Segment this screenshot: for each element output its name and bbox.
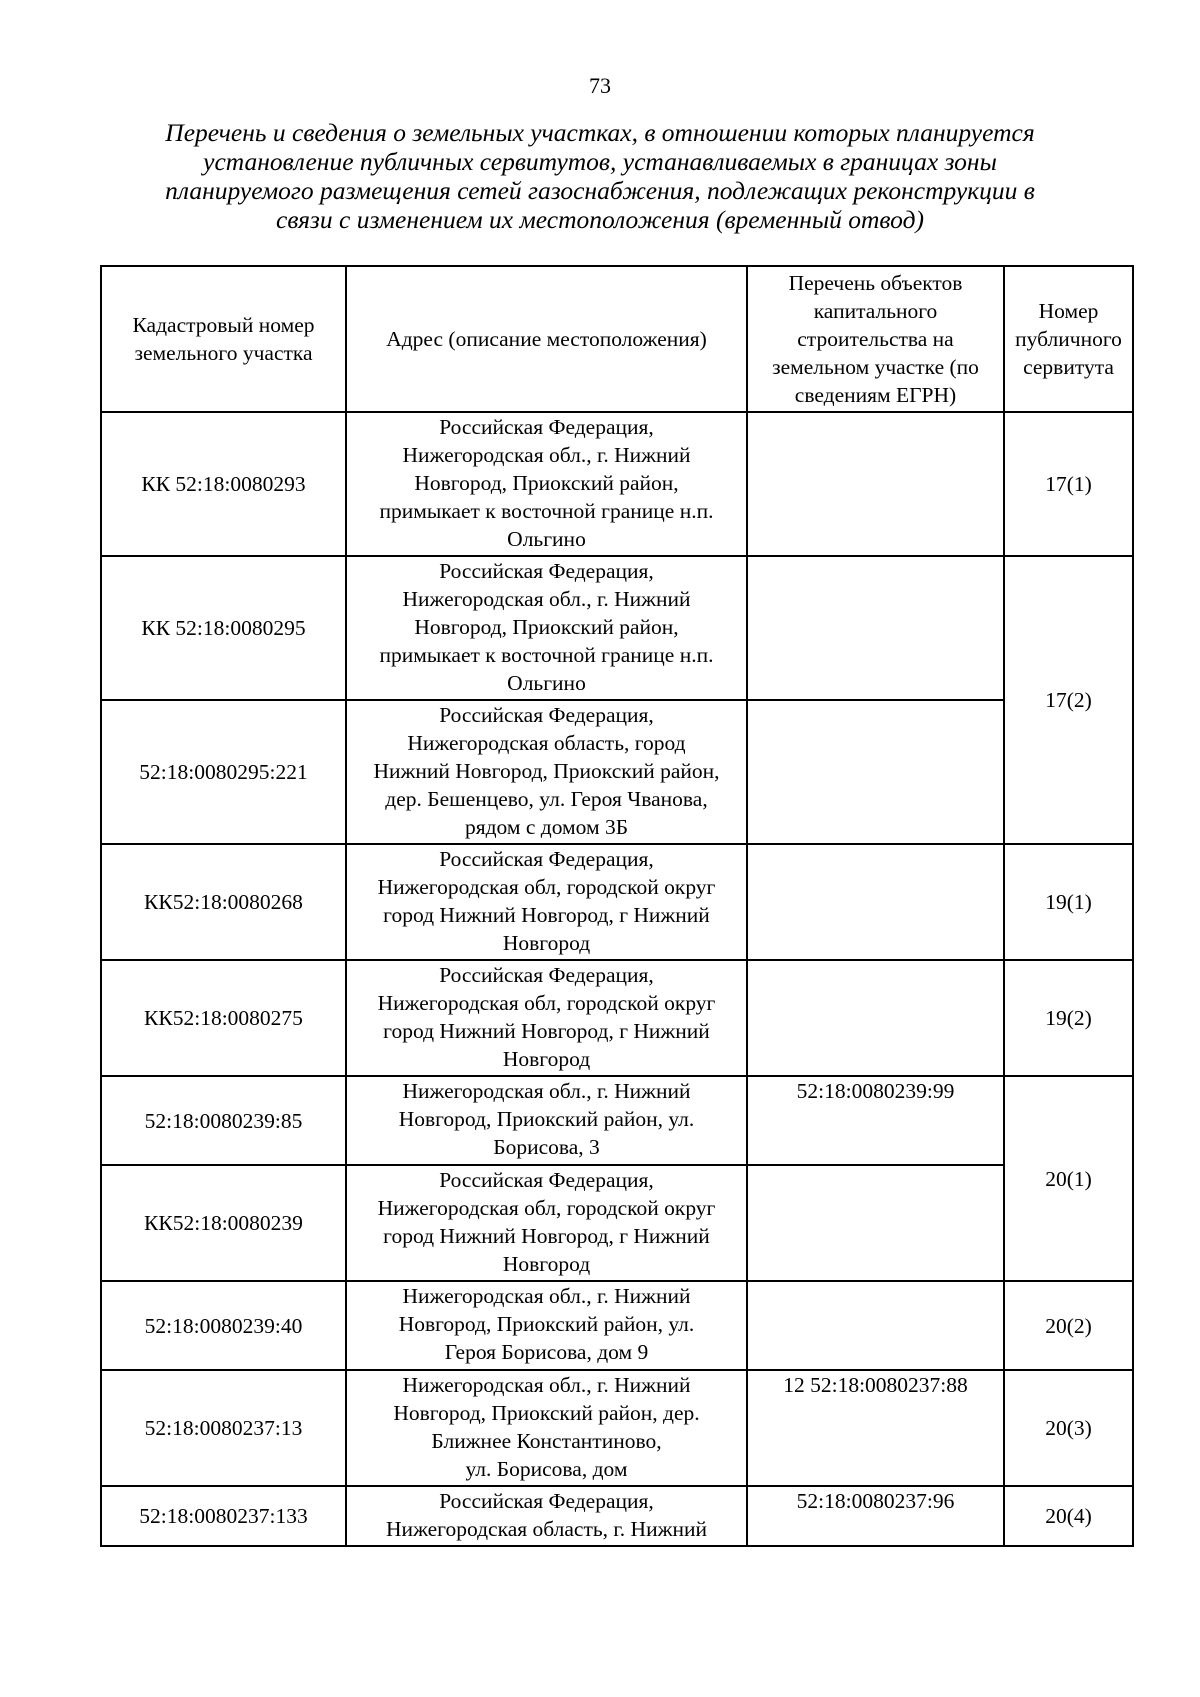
- servitude-number-cell: 19(2): [1004, 960, 1133, 1076]
- servitude-number-cell: 20(2): [1004, 1281, 1133, 1370]
- header-address: Адрес (описание местоположения): [346, 266, 747, 412]
- servitude-number-cell: 20(4): [1004, 1486, 1133, 1546]
- cadastral-number-cell: КК 52:18:0080295: [101, 556, 346, 700]
- header-servitude-number: Номер публичного сервитута: [1004, 266, 1133, 412]
- address-cell: Нижегородская обл., г. Нижний Новгород, Приокский район, ул. Борисова, 3: [346, 1076, 747, 1165]
- header-capital-objects: Перечень объектов капитального строительства на земельном участке (по сведениям ЕГРН): [747, 266, 1004, 412]
- servitude-number-cell: 20(3): [1004, 1370, 1133, 1486]
- table-row: [101, 1165, 1133, 1281]
- capital-objects-cell: 52:18:0080239:99: [747, 1076, 1004, 1165]
- address-cell: Российская Федерация, Нижегородская область, г. Нижний: [346, 1486, 747, 1546]
- document-title: [100, 118, 1100, 234]
- cadastral-number-cell: 52:18:0080239:40: [101, 1281, 346, 1370]
- table-row: [101, 844, 1133, 960]
- cadastral-number-cell: 52:18:0080295:221: [101, 700, 346, 844]
- title-line: установление публичных сервитутов, устанавливаемых в границах зоны: [203, 147, 997, 176]
- capital-objects-cell: [747, 1165, 1004, 1281]
- cadastral-number-cell: КК52:18:0080275: [101, 960, 346, 1076]
- servitude-number-cell: 17(1): [1004, 412, 1133, 556]
- capital-objects-cell: [747, 1281, 1004, 1370]
- table-row: [101, 1370, 1133, 1486]
- page-number: 73: [589, 73, 611, 98]
- land-plots-table: [100, 265, 1134, 1547]
- address-cell: Российская Федерация, Нижегородская обл, городской округ город Нижний Новгород, г Нижний Новгород: [346, 1165, 747, 1281]
- capital-objects-cell: [747, 412, 1004, 556]
- title-line: планируемого размещения сетей газоснабжения, подлежащих реконструкции в: [165, 176, 1035, 205]
- title-line: связи с изменением их местоположения (временный отвод): [276, 205, 924, 234]
- servitude-number-cell: 19(1): [1004, 844, 1133, 960]
- capital-objects-cell: [747, 844, 1004, 960]
- title-line: Перечень и сведения о земельных участках, в отношении которых планируется: [165, 118, 1035, 147]
- address-cell: Нижегородская обл., г. Нижний Новгород, Приокский район, дер. Ближнее Константиново, ул. Борисова, дом: [346, 1370, 747, 1486]
- servitude-number-cell: 20(1): [1004, 1076, 1133, 1281]
- cadastral-number-cell: 52:18:0080239:85: [101, 1076, 346, 1165]
- table-header-row: [101, 266, 1133, 412]
- address-cell: Российская Федерация, Нижегородская область, город Нижний Новгород, Приокский район, дер. Бешенцево, ул. Героя Чванова, рядом с домом 3Б: [346, 700, 747, 844]
- capital-objects-cell: [747, 556, 1004, 700]
- address-cell: Российская Федерация, Нижегородская обл., г. Нижний Новгород, Приокский район, примыкает к восточной границе н.п. Ольгино: [346, 412, 747, 556]
- capital-objects-cell: [747, 700, 1004, 844]
- capital-objects-cell: [747, 960, 1004, 1076]
- capital-objects-cell: 12 52:18:0080237:88: [747, 1370, 1004, 1486]
- table-row: [101, 412, 1133, 556]
- address-cell: Российская Федерация, Нижегородская обл., г. Нижний Новгород, Приокский район, примыкает к восточной границе н.п. Ольгино: [346, 556, 747, 700]
- address-cell: Нижегородская обл., г. Нижний Новгород, Приокский район, ул. Героя Борисова, дом 9: [346, 1281, 747, 1370]
- cadastral-number-cell: КК 52:18:0080293: [101, 412, 346, 556]
- address-cell: Российская Федерация, Нижегородская обл, городской округ город Нижний Новгород, г Нижний Новгород: [346, 960, 747, 1076]
- cadastral-number-cell: 52:18:0080237:13: [101, 1370, 346, 1486]
- capital-objects-cell: 52:18:0080237:96: [747, 1486, 1004, 1546]
- header-cadastral-number: Кадастровый номер земельного участка: [101, 266, 346, 412]
- cadastral-number-cell: КК52:18:0080239: [101, 1165, 346, 1281]
- table-row: [101, 960, 1133, 1076]
- servitude-number-cell: 17(2): [1004, 556, 1133, 844]
- cadastral-number-cell: КК52:18:0080268: [101, 844, 346, 960]
- table-row: [101, 1486, 1133, 1546]
- table-row: [101, 1281, 1133, 1370]
- address-cell: Российская Федерация, Нижегородская обл, городской округ город Нижний Новгород, г Нижний Новгород: [346, 844, 747, 960]
- table-row: [101, 556, 1133, 700]
- table-row: [101, 1076, 1133, 1165]
- table-row: [101, 700, 1133, 844]
- cadastral-number-cell: 52:18:0080237:133: [101, 1486, 346, 1546]
